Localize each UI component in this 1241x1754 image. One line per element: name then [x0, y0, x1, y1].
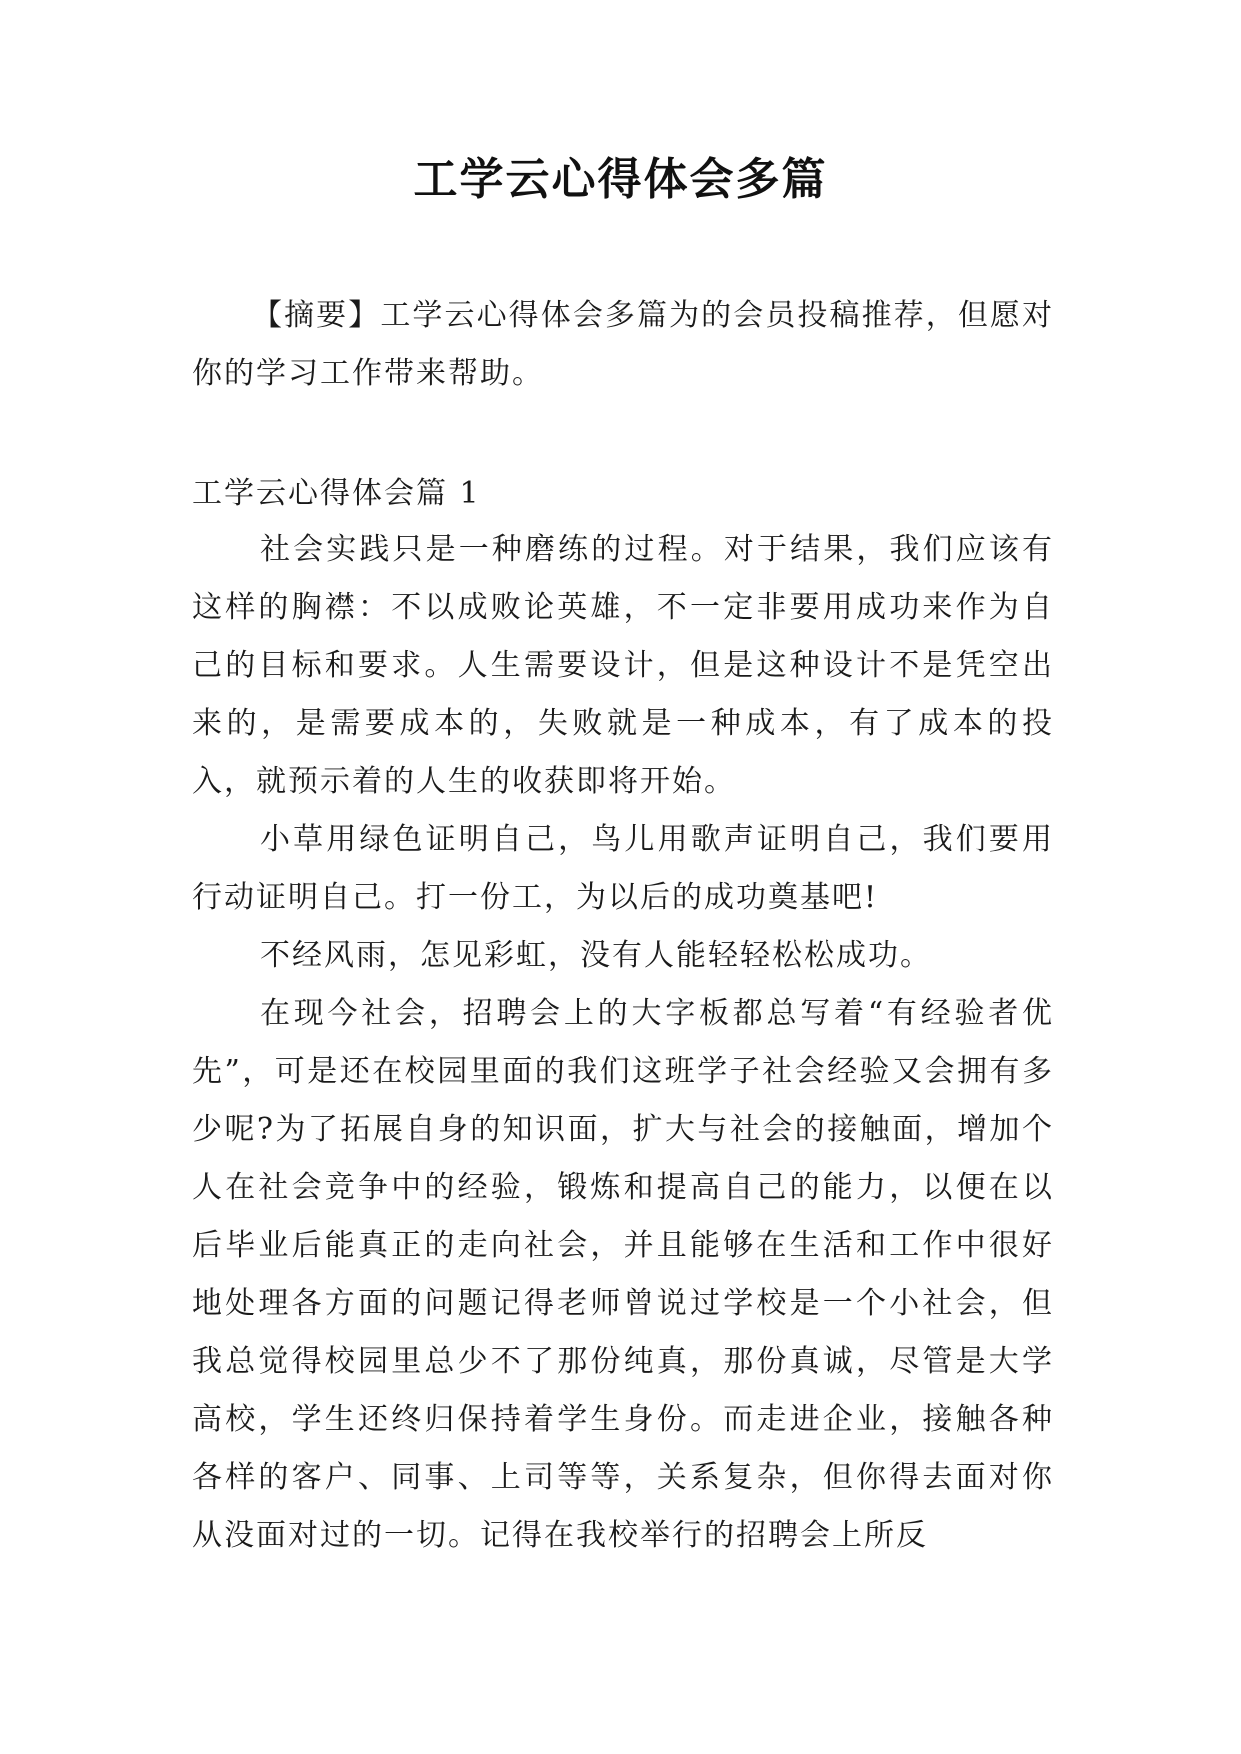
body-text: [192, 521, 1054, 1565]
body-paragraph: 小草用绿色证明自己，鸟儿用歌声证明自己，我们要用行动证明自己。打一份工，为以后的成功奠基吧!: [192, 822, 1054, 915]
body-paragraph: 不经风雨，怎见彩虹，没有人能轻轻松松成功。: [260, 938, 932, 973]
body-paragraph: 在现今社会，招聘会上的大字板都总写着“有经验者优先”，可是还在校园里面的我们这班学子社会经验又会拥有多少呢?为了拓展自身的知识面，扩大与社会的接触面，增加个人在社会竞争中的经验，锻炼和提高自己的能力，以便在以后毕业后能真正的走向社会，并且能够在生活和工作中很好地处理各方面的问题记得老师曾说过学校是一个小社会，但我总觉得校园里总少不了那份纯真，那份真诚，尽管是大学高校，学生还终归保持着学生身份。而走进企业，接触各种各样的客户、同事、上司等等，关系复杂，但你得去面对你从没面对过的一切。记得在我校举行的招聘会上所反: [192, 996, 1054, 1553]
abstract-paragraph: 【摘要】工学云心得体会多篇为的会员投稿推荐，但愿对你的学习工作带来帮助。: [192, 298, 1054, 391]
document-title: 工学云心得体会多篇: [413, 154, 828, 205]
section-heading: 工学云心得体会篇 1: [192, 476, 481, 511]
body-paragraph: 社会实践只是一种磨练的过程。对于结果，我们应该有这样的胸襟：不以成败论英雄，不一定非要用成功来作为自己的目标和要求。人生需要设计，但是这种设计不是凭空出来的，是需要成本的，失败就是一种成本，有了成本的投入，就预示着的人生的收获即将开始。: [192, 532, 1054, 799]
